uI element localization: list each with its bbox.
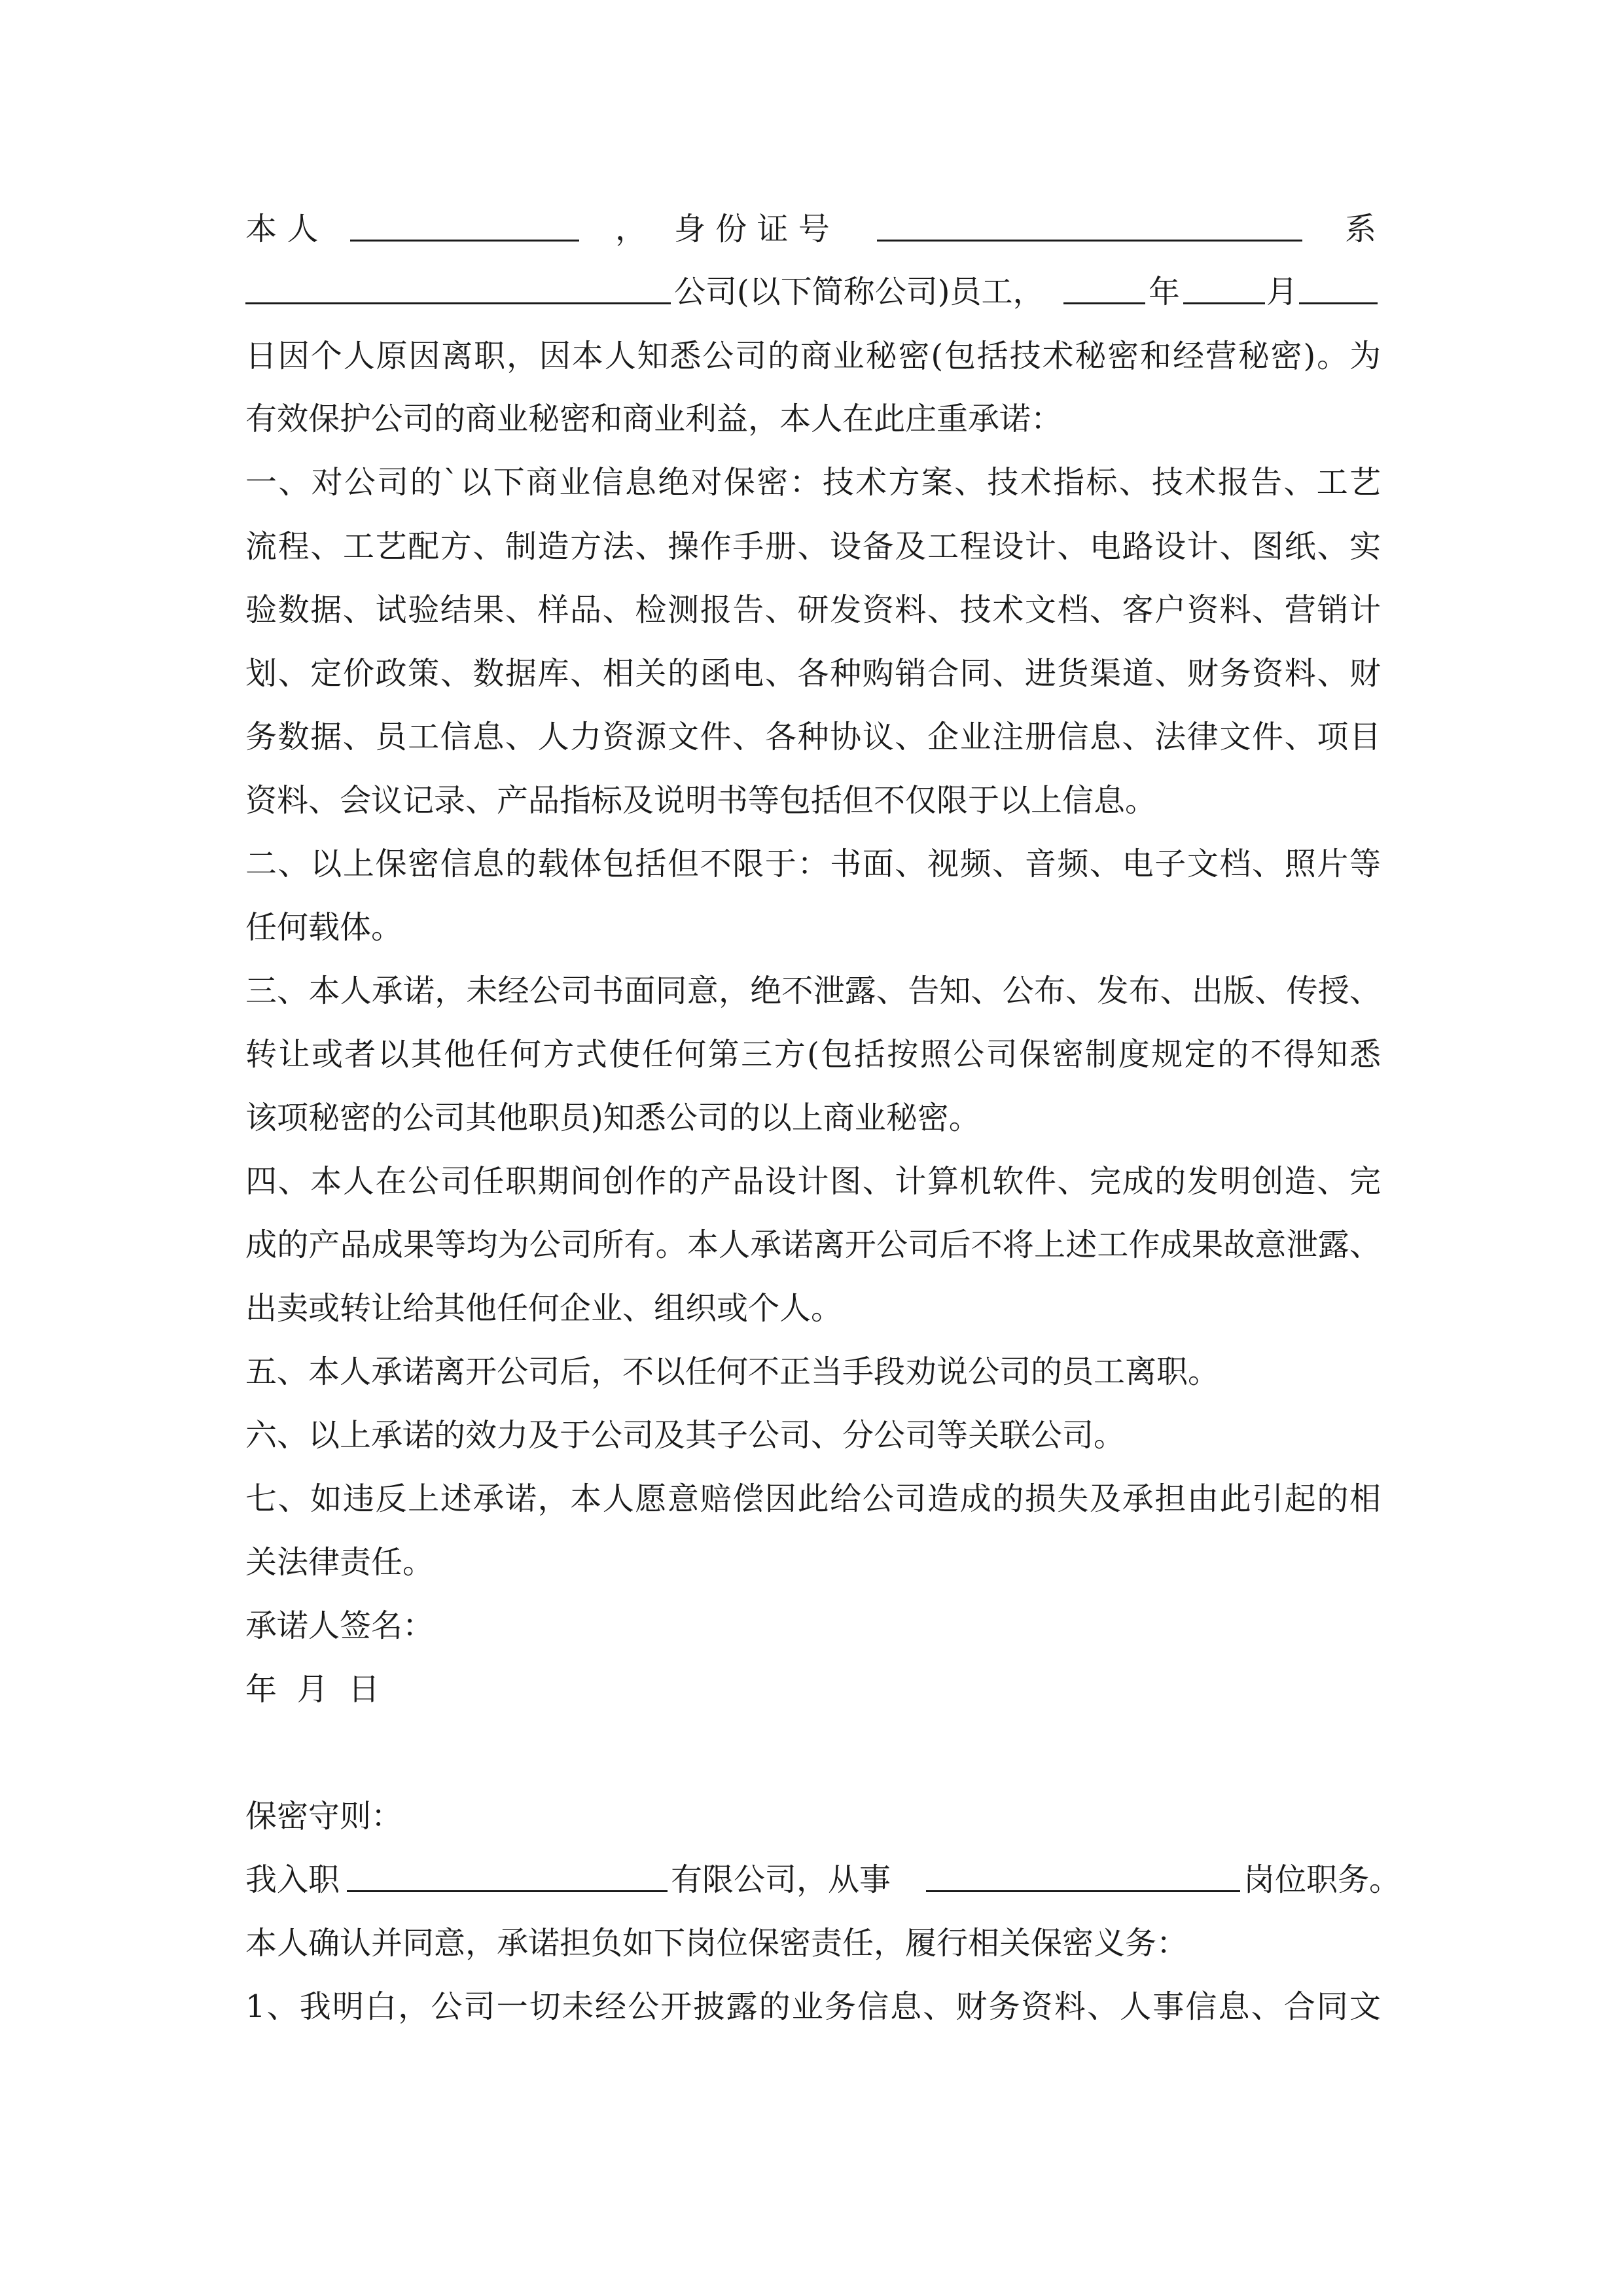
statement-line: 三、本人承诺，未经公司书面同意，绝不泄露、告知、公布、发布、出版、传授、 xyxy=(245,973,1381,1009)
company-blank[interactable] xyxy=(245,274,671,304)
signature-label: 承诺人签名： xyxy=(245,1607,435,1644)
statement-line: 二、以上保密信息的载体包括但不限于：书面、视频、音频、电子文档、照片等 xyxy=(245,846,1381,882)
name-blank[interactable] xyxy=(350,211,579,242)
statement-line: 关法律责任。 xyxy=(245,1544,435,1581)
statement-line: 出卖或转让给其他任何企业、组织或个人。 xyxy=(245,1290,843,1327)
position-blank[interactable] xyxy=(926,1861,1240,1892)
year-blank[interactable] xyxy=(1063,274,1145,304)
signature-date: 年 月 日 xyxy=(245,1671,380,1708)
statement-line: 划、定价政策、数据库、相关的函电、各种购销合同、进货渠道、财务资料、财 xyxy=(245,655,1381,692)
statement-line: 流程、工艺配方、制造方法、操作手册、设备及工程设计、电路设计、图纸、实 xyxy=(245,528,1381,565)
statement-line: 成的产品成果等均为公司所有。本人承诺离开公司后不将上述工作成果故意泄露、 xyxy=(245,1227,1381,1263)
company-name-blank[interactable] xyxy=(347,1861,668,1892)
statement-line: 资料、会议记录、产品指标及说明书等包括但不仅限于以上信息。 xyxy=(245,782,1157,819)
statement-line: 验数据、试验结果、样品、检测报告、研发资料、技术文档、客户资料、营销计 xyxy=(245,592,1381,628)
day-blank[interactable] xyxy=(1299,274,1378,304)
rules-title: 保密守则： xyxy=(245,1798,403,1835)
id-label: 身 份 证 号 xyxy=(674,211,830,247)
statement-line: 转让或者以其他任何方式使任何第三方(包括按照公司保密制度规定的不得知悉 xyxy=(245,1036,1381,1073)
xi-text: 系 xyxy=(1345,211,1377,247)
statement-line: 任何载体。 xyxy=(245,909,403,946)
comma: ， xyxy=(615,211,647,247)
join-mid: 有限公司，从事 xyxy=(671,1861,891,1898)
rules-item: 1、我明白，公司一切未经公开披露的业务信息、财务资料、人事信息、合同文 xyxy=(245,1988,1381,2025)
statement-line: 七、如违反上述承诺，本人愿意赔偿因此给公司造成的损失及承担由此引起的相 xyxy=(245,1480,1381,1517)
join-suffix: 岗位职务。 xyxy=(1243,1861,1401,1898)
month-label: 月 xyxy=(1266,274,1298,310)
month-blank[interactable] xyxy=(1183,274,1265,304)
statement-line: 四、本人在公司任职期间创作的产品设计图、计算机软件、完成的发明创造、完 xyxy=(245,1163,1381,1200)
rules-confirm: 本人确认并同意，承诺担负如下岗位保密责任，履行相关保密义务： xyxy=(245,1925,1188,1962)
statement-line: 务数据、员工信息、人力资源文件、各种协议、企业注册信息、法律文件、项目 xyxy=(245,719,1381,755)
statement-line: 日因个人原因离职，因本人知悉公司的商业秘密(包括技术秘密和经营秘密)。为 xyxy=(245,338,1381,374)
id-number-blank[interactable] xyxy=(877,211,1302,242)
company-text: 公司(以下简称公司)员工， xyxy=(674,274,1044,310)
statement-line: 该项秘密的公司其他职员)知悉公司的以上商业秘密。 xyxy=(245,1100,980,1136)
year-label: 年 xyxy=(1149,274,1181,310)
person-label: 本 人 xyxy=(245,211,319,247)
statement-line: 有效保护公司的商业秘密和商业利益，本人在此庄重承诺： xyxy=(245,401,1063,437)
statement-line: 一、对公司的`以下商业信息绝对保密：技术方案、技术指标、技术报告、工艺 xyxy=(245,464,1381,501)
statement-line: 六、以上承诺的效力及于公司及其子公司、分公司等关联公司。 xyxy=(245,1417,1126,1454)
join-prefix: 我入职 xyxy=(245,1861,340,1898)
statement-line: 五、本人承诺离开公司后，不以任何不正当手段劝说公司的员工离职。 xyxy=(245,1354,1220,1390)
